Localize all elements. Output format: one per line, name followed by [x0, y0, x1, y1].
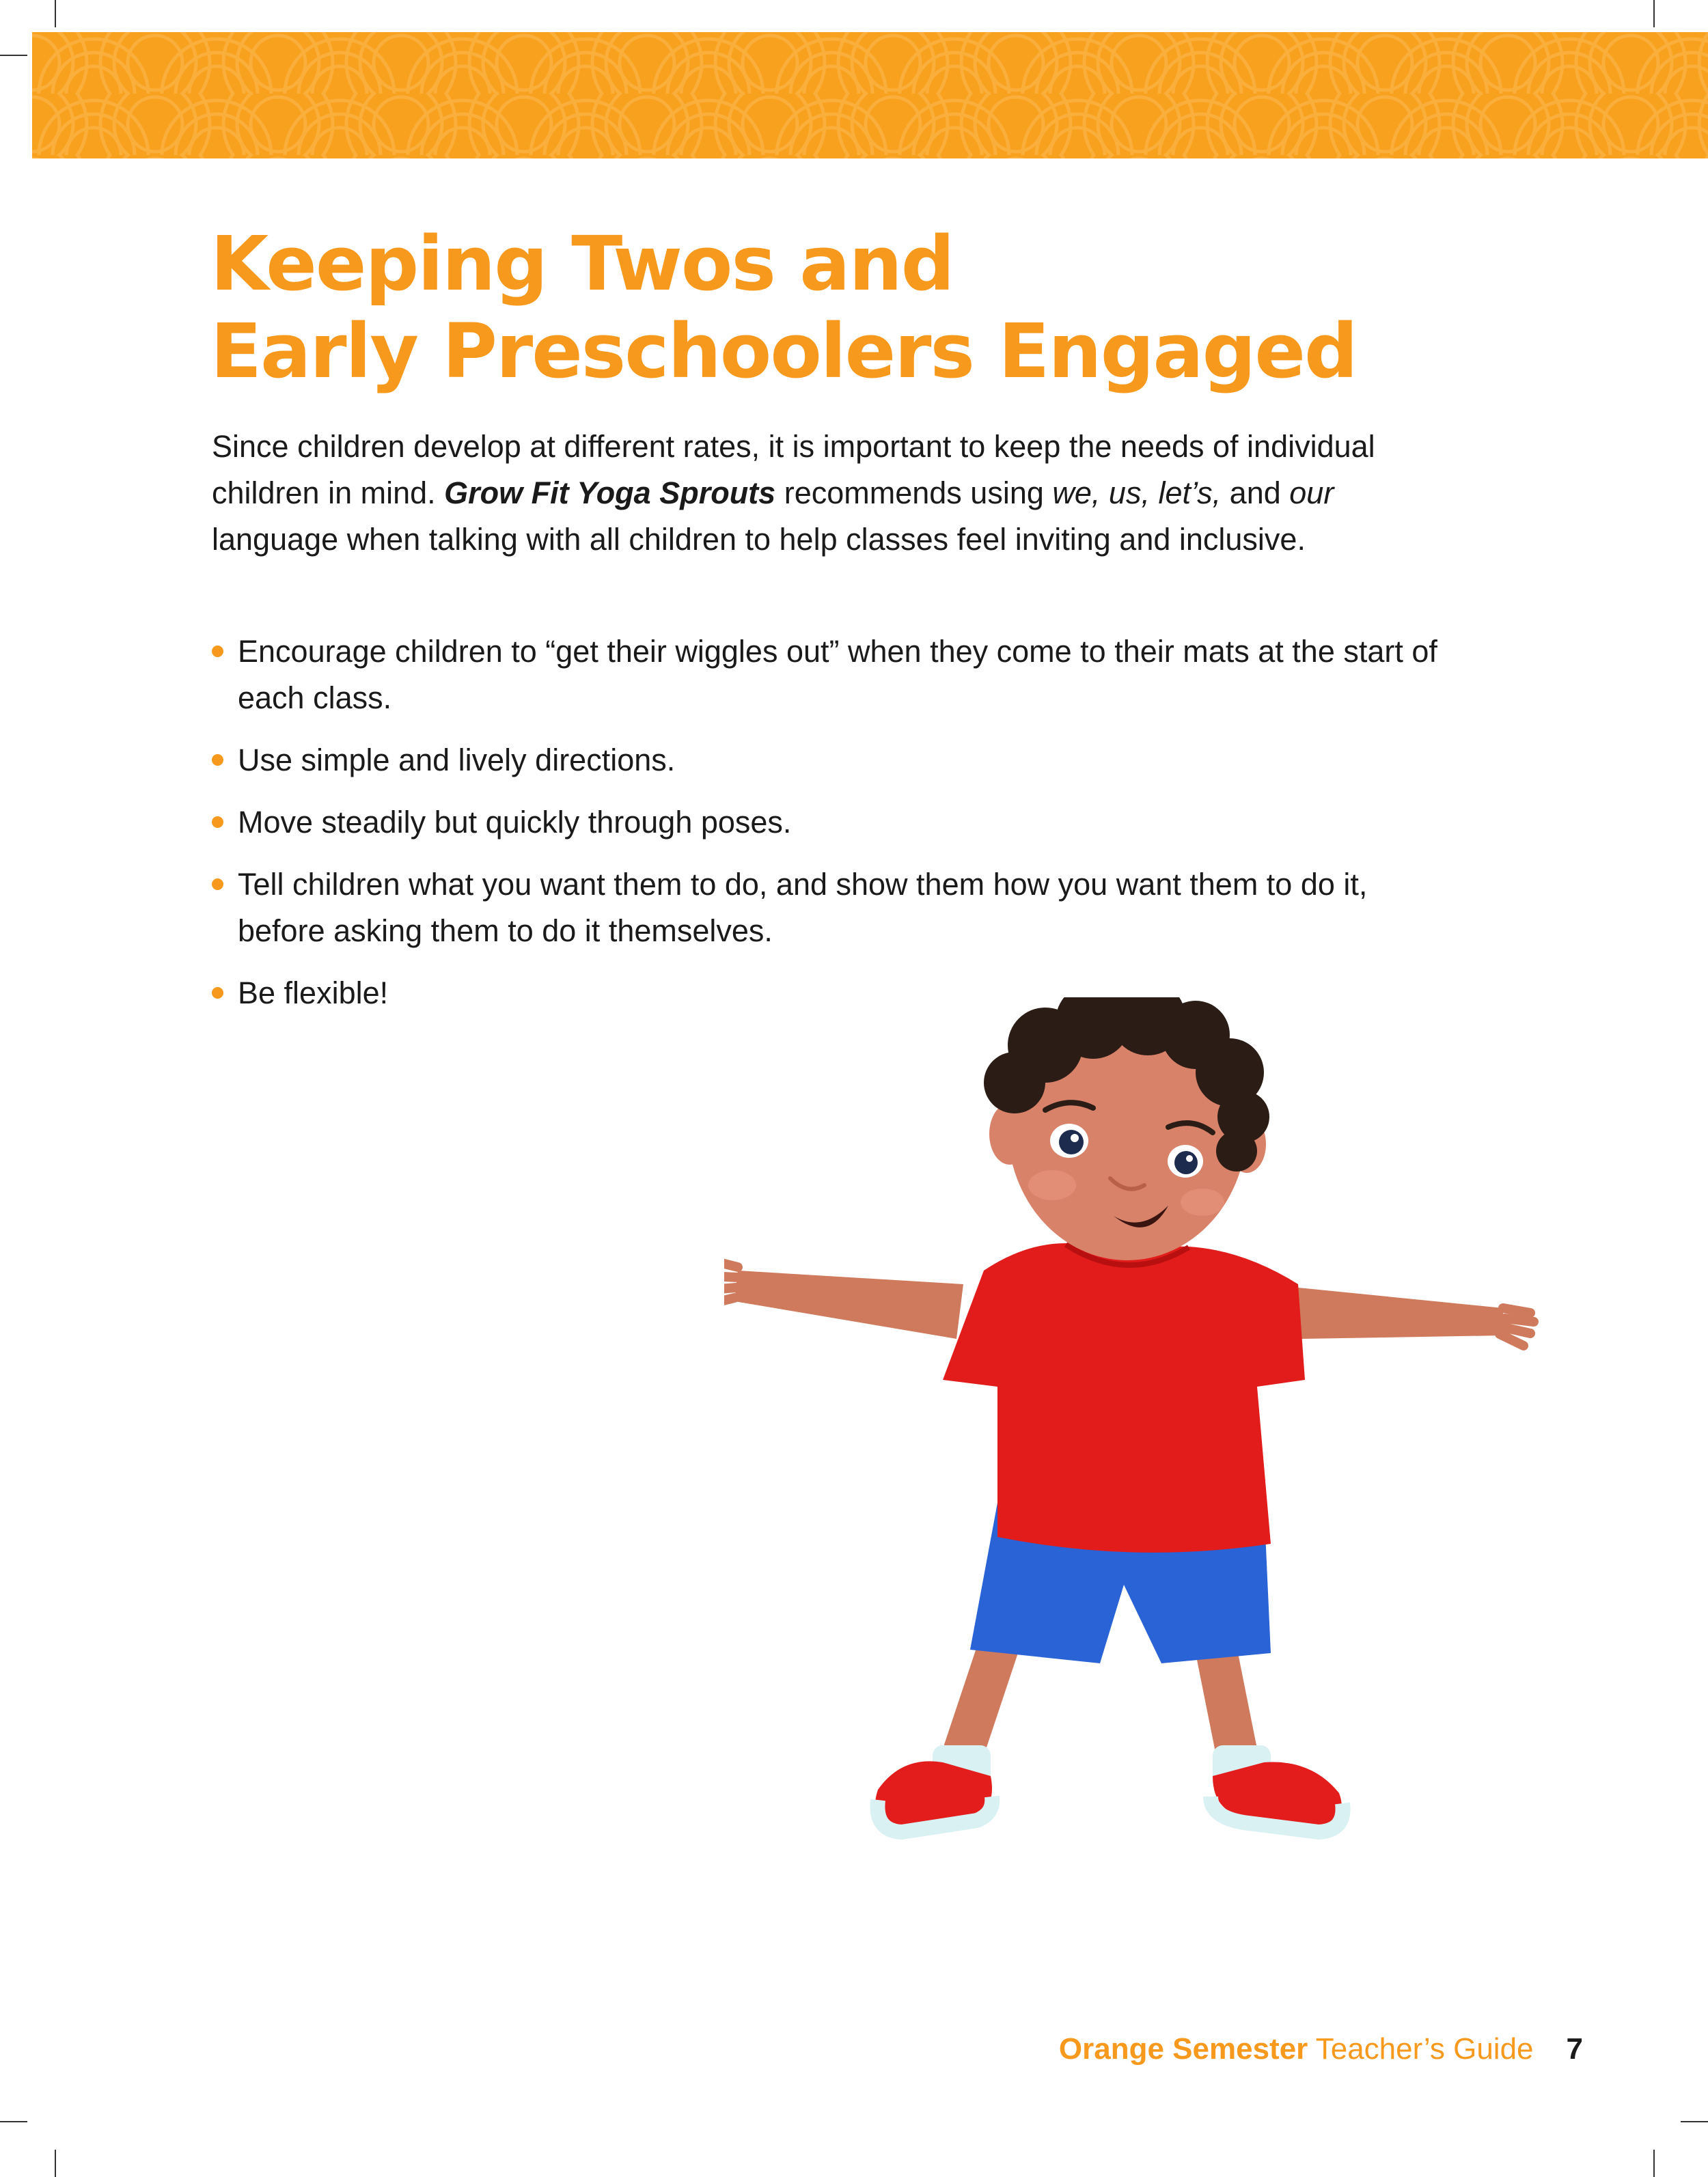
crop-mark: [0, 2121, 27, 2122]
bullet-icon: [212, 816, 223, 828]
title-line-1: Keeping Twos and: [210, 220, 954, 307]
page-number: 7: [1566, 2032, 1583, 2066]
intro-text-4: language when talking with all children to help classes feel inviting and inclusive.: [212, 522, 1306, 557]
list-item-text: Tell children what you want them to do, and show them how you want them to do it, before asking them to do it themselves.: [238, 867, 1368, 948]
list-item: [212, 799, 1442, 846]
crop-mark: [1653, 0, 1655, 27]
bullet-icon: [212, 987, 223, 999]
intro-text-3: and: [1221, 475, 1290, 510]
intro-text-2: recommends using: [775, 475, 1053, 510]
list-item: [212, 861, 1442, 954]
crop-mark: [0, 55, 27, 56]
bullet-icon: [212, 646, 223, 657]
tips-list: [212, 628, 1442, 1032]
page-footer: [1059, 2032, 1583, 2066]
list-item-text: Use simple and lively directions.: [238, 743, 676, 777]
list-item: [212, 628, 1442, 721]
list-item: [212, 737, 1442, 784]
intro-emphasis-1: we, us, let’s,: [1052, 475, 1222, 510]
crop-mark: [55, 0, 56, 27]
list-item-text: Encourage children to “get their wiggles out” when they come to their mats at the start of each class.: [238, 634, 1437, 715]
intro-text-1: Since children develop at different rates, it is important to keep the needs of individual children in mind.: [212, 429, 1375, 510]
list-item-text: Be flexible!: [238, 975, 389, 1010]
page-title: [210, 220, 1509, 395]
scallop-pattern-banner: [32, 32, 1708, 158]
bullet-icon: [212, 878, 223, 890]
crop-mark: [1681, 2121, 1708, 2122]
intro-emphasis-2: our: [1289, 475, 1334, 510]
footer-guide-label: Teacher’s Guide: [1308, 2032, 1534, 2066]
crop-mark: [1653, 2150, 1655, 2177]
child-illustration: [724, 997, 1544, 1899]
bullet-icon: [212, 754, 223, 766]
intro-paragraph: [212, 424, 1414, 563]
list-item-text: Move steadily but quickly through poses.: [238, 805, 792, 840]
title-line-2: Early Preschoolers Engaged: [210, 307, 1357, 395]
brand-name: Grow Fit Yoga Sprouts: [444, 475, 776, 510]
header-banner: [32, 32, 1708, 158]
crop-mark: [55, 2150, 56, 2177]
footer-semester: Orange Semester: [1058, 2032, 1308, 2066]
